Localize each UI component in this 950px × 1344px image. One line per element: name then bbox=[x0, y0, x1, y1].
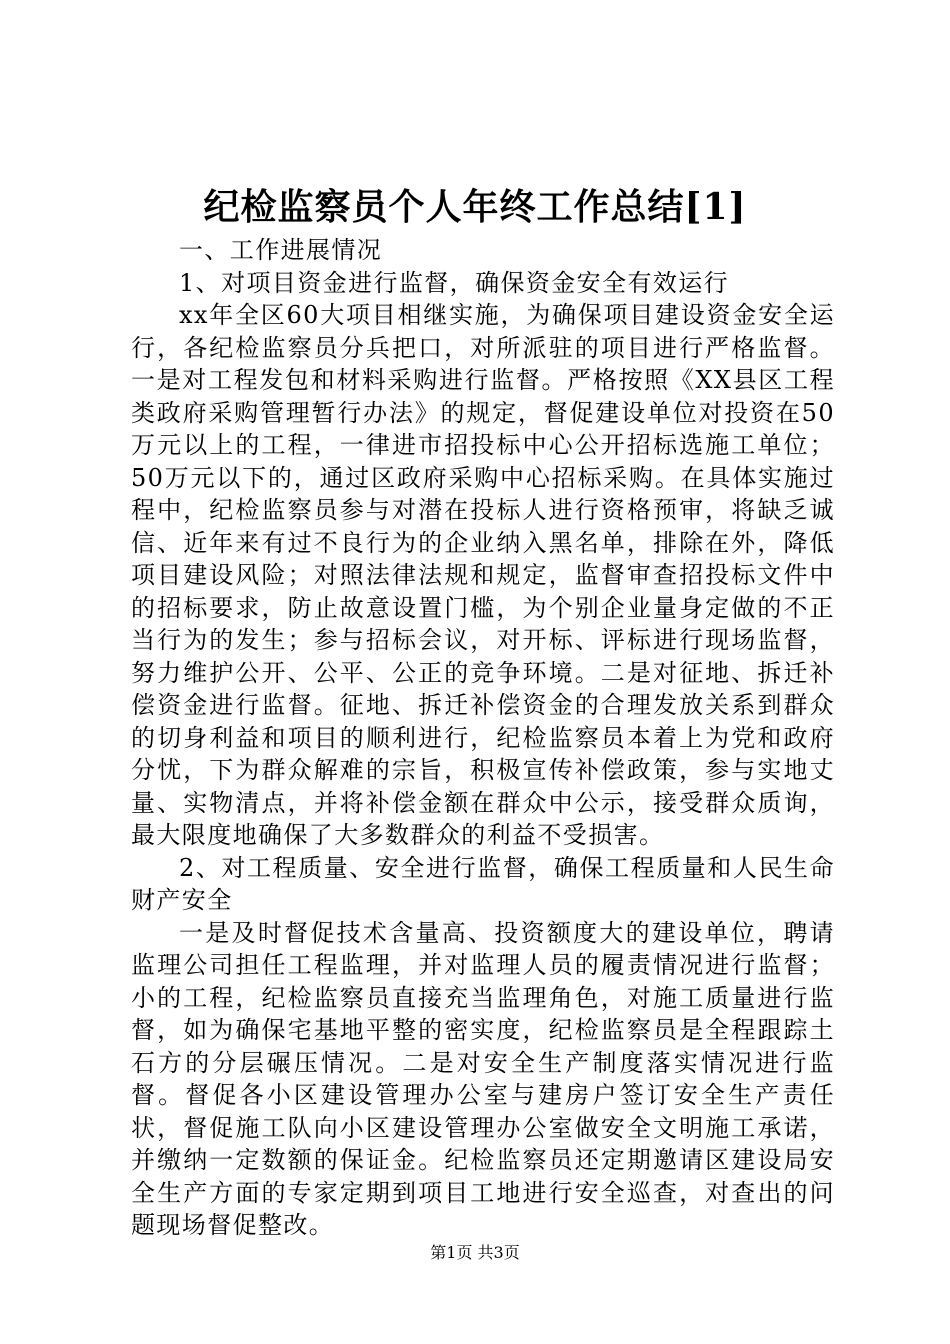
subsection-heading-1: 1、对项目资金进行监督，确保资金安全有效运行 bbox=[179, 268, 730, 297]
body-paragraph-1: xx年全区60大项目相继实施，为确保项目建设资金安全运行，各纪检监察员分兵把口，对所派驻的项目进行严格监督。一是对工程发包和材料采购进行监督。严格按照《XX县区工程类政府采购管理暂行办法》的规定，督促建设单位对投资在50万元以上的工程，一律进市招投标中心公开招标选施工单位；50万元以下的，通过区政府采购中心招标采购。在具体实施过程中，纪检监察员参与对潜在投标人进行资格预审，将缺乏诚信、近年来有过不良行为的企业纳入黑名单，排除在外，降低项目建设风险；对照法律法规和规定，监督审查招投标文件中的招标要求，防止故意设置门槛，为个别企业量身定做的不正当行为的发生；参与招标会议，对开标、评标进行现场监督，努力维护公开、公平、公正的竞争环境。二是对征地、拆迁补偿资金进行监督。征地、拆迁补偿资金的合理发放关系到群众的切身利益和项目的顺利进行，纪检监察员本着上为党和政府分忧，下为群众解难的宗旨，积极宣传补偿政策，参与实地丈量、实物清点，并将补偿金额在群众中公示，接受群众质询，最大限度地确保了大多数群众的利益不受损害。 bbox=[131, 301, 835, 849]
document-title: 纪检监察员个人年终工作总结[1] bbox=[203, 186, 747, 228]
page-footer: 第1页 共3页 bbox=[430, 1243, 520, 1262]
body-paragraph-2: 一是及时督促技术含量高、投资额度大的建设单位，聘请监理公司担任工程监理，并对监理人员的履责情况进行监督；小的工程，纪检监察员直接充当监理角色，对施工质量进行监督，如为确保宅基地平整的密实度，纪检监察员是全程跟踪土石方的分层碾压情况。二是对安全生产制度落实情况进行监督。督促各小区建设管理办公室与建房户签订安全生产责任状，督促施工队向小区建设管理办公室做安全文明施工承诺，并缴纳一定数额的保证金。纪检监察员还定期邀请区建设局安全生产方面的专家定期到项目工地进行安全巡查，对查出的问题现场督促整改。 bbox=[131, 918, 835, 1239]
subsection-heading-2: 2、对工程质量、安全进行监督，确保工程质量和人民生命财产安全 bbox=[131, 853, 835, 914]
section-heading: 一、工作进展情况 bbox=[179, 236, 383, 264]
document-body bbox=[131, 234, 835, 1242]
